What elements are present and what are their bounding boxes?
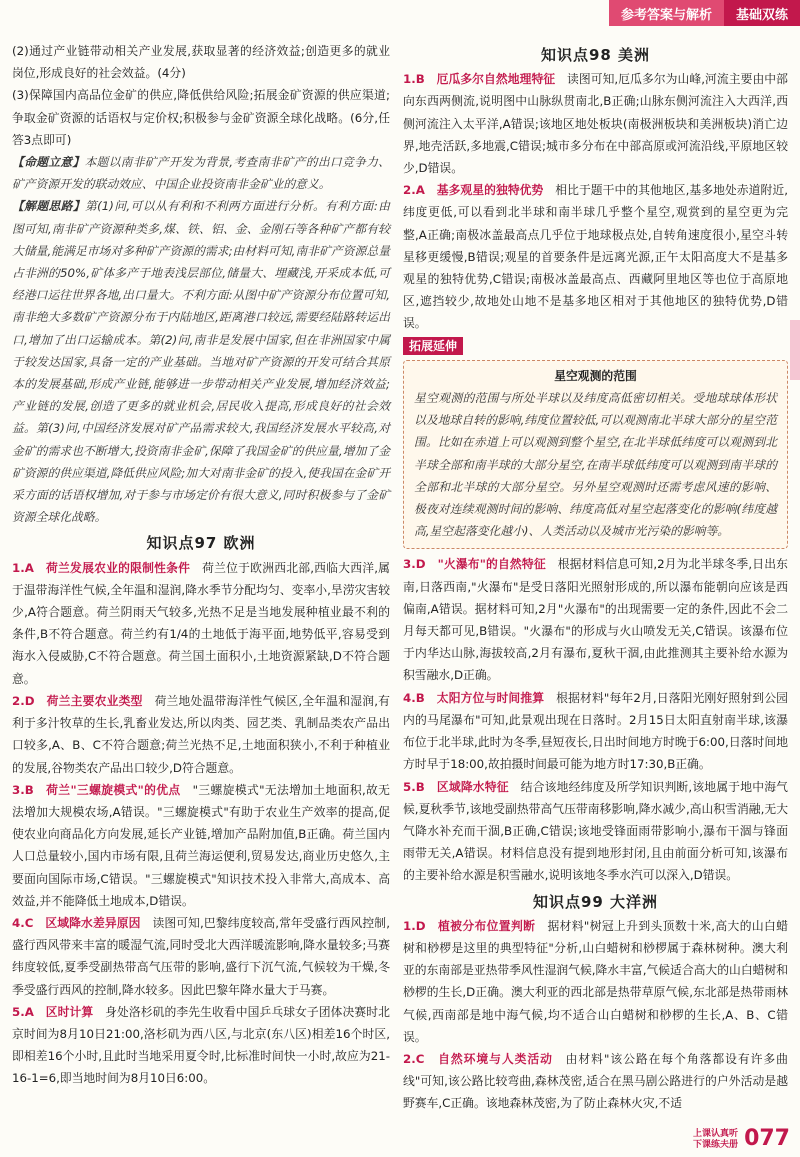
answer-paragraph: (3)保障国内高品位金矿的供应,降低供给风险;拓展金矿资源的供应渠道;争取金矿资源的话语权与定价权;积极参与金矿资源全球化战略。(6分,任答3点即可) bbox=[12, 88, 390, 147]
question-number: 2.A bbox=[403, 183, 425, 198]
question-answer bbox=[403, 1048, 788, 1115]
page-footer bbox=[693, 1126, 790, 1151]
question-answer bbox=[403, 776, 788, 887]
question-text: 根据材料信息可知,2月为北半球冬季,日出东南,日落西南,"火瀑布"是受日落阳光照射形成的,所以瀑布能朝向应该是西偏南,A错误。据材料可知,2月"火瀑布"的出现需要一定的条件,因此不会二月每天都可见,B错误。"火瀑布"的形成与火山喷发无关,C错误。该瀑布位于内华达山脉,海拔较高,2月有瀑布,夏秋干涸,由此推测其主要补给水源为积雪融水,D正确。 bbox=[403, 557, 788, 683]
question-answer bbox=[403, 687, 788, 776]
question-text: 结合该地经纬度及所学知识判断,该地属于地中海气候,夏秋季节,该地受副热带高气压带南移影响,降水减少,高山积雪消融,无大气降水补充而干涸,B正确,C错误;该地受锋面雨带影响小,瀑布干涸与锋面雨带无关,A错误。材料信息没有提到地形封闭,且由前面分析可知,该瀑布的主要补给水源是积雪融水,说明该地冬季水汽可以深入,D错误。 bbox=[403, 779, 788, 883]
edge-tab-marker bbox=[790, 320, 800, 380]
question-tag: 自然环境与人类活动 bbox=[438, 1051, 553, 1066]
question-number: 4.B bbox=[403, 690, 425, 705]
question-number: 5.A bbox=[12, 1004, 34, 1019]
question-number: 3.B bbox=[12, 782, 34, 797]
question-tag: "火瀑布"的自然特征 bbox=[437, 557, 546, 572]
question-tag: 荷兰发展农业的限制性条件 bbox=[46, 560, 191, 575]
question-text: 读图可知,厄瓜多尔为山峰,河流主要由中部向东西两侧流,说明图中山脉纵贯南北,B正确;山脉东侧河流注入大西洋,西侧河流注入太平洋,A错误;该地区地处板块(南极洲板块和美洲板块)消亡边界,地壳活跃,多地震,C错误;城市多分布在中部高原或河流沿线,平原地区较少,D错误。 bbox=[403, 72, 788, 176]
extension-text: 星空观测的范围与所处半球以及纬度高低密切相关。受地球球体形状以及地球自转的影响,纬度位置较低,可以观测南北半球大部分的星空范围。比如在赤道上可以观测到整个星空,在北半球低纬度可以观测到北半球全部和南半球的大部分星空,在南半球低纬度可以观测到南半球的全部和北半球的大部分星空。另外星空观测时还需考虑风速的影响、极夜对连续观测时间的影响、纬度高低对星空起落变化的影响(纬度越高,星空起落变化越小)、人类活动以及城市光污染的影响等。 bbox=[414, 391, 777, 539]
question-text: 由材料"该公路在每个角落都设有许多曲线"可知,该公路比较弯曲,森林茂密,适合在黑马剧公路进行的户外活动是越野赛车,C正确。该地森林茂密,为了防止森林火灾,不适 bbox=[403, 1051, 788, 1111]
right-column bbox=[403, 40, 788, 1115]
question-text: 身处洛杉矶的李先生收看中国乒乓球女子团体决赛时北京时间为8月10日21:00,洛杉矶为西八区,与北京(东八区)相差16个时区,即相差16个小时,且此时当地采用夏令时,比标准时间快一小时,故应为21-16-1=6,即当地时间为8月10日6:00。 bbox=[12, 1004, 390, 1086]
question-text: 读图可知,巴黎纬度较高,常年受盛行西风控制,盛行西风带来丰富的暖湿气流,同时受北大西洋暖流影响,降水量较多;马赛纬度较低,夏季受副热带高气压带的影响,盛行下沉气流,气候较为干燥,冬季受盛行西风的控制,降水较多。因此巴黎年降水量大于马赛。 bbox=[12, 915, 390, 997]
section-title-97: 知识点97 欧洲 bbox=[146, 534, 256, 553]
question-answer bbox=[403, 915, 788, 1048]
question-answer bbox=[12, 912, 390, 1001]
extension-label: 拓展延伸 bbox=[403, 337, 463, 355]
question-tag: 基多观星的独特优势 bbox=[436, 183, 544, 198]
q97-list bbox=[12, 557, 390, 1090]
question-text: 据材料"树冠上升到头顶数十米,高大的山白蜡树和桫椤是这里的典型特征"分析,山白蜡树和桫椤属于森林树种。澳大利亚的东南部是亚热带季风性湿润气候,降水丰富,气候适合高大的山白蜡树和桫椤的生长,D正确。澳大利亚的西北部是热带草原气候,东北部是热带雨林气候,西南部是地中海气候,均不适合山白蜡树和桫椤的生长,A、B、C错误。 bbox=[403, 918, 789, 1044]
question-answer bbox=[403, 553, 788, 686]
thinking-label: 【解题思路】 bbox=[12, 199, 85, 214]
question-number: 2.C bbox=[403, 1051, 425, 1066]
thinking-paragraph bbox=[12, 195, 390, 528]
question-tag: 区域降水差异原因 bbox=[45, 915, 141, 930]
question-text: 荷兰位于欧洲西北部,西临大西洋,属于温带海洋性气候,全年温和湿润,降水季节分配均匀、变率小,旱涝灾害较少,A符合题意。荷兰阴雨天气较多,光热不足是当地发展种植业最不利的条件,B不符合题意。荷兰约有1/4的土地低于海平面,地势低平,容易受到海水入侵威胁,C不符合题意。荷兰国土面积小,土地资源紧缺,D不符合题意。 bbox=[12, 560, 390, 686]
intent-text: 本题以南非矿产开发为背景,考查南非矿产的出口竞争力、矿产资源开发的联动效应、中国企业投资南非金矿业的意义。 bbox=[12, 155, 390, 192]
question-answer bbox=[403, 179, 788, 334]
section-title-99: 知识点99 大洋洲 bbox=[532, 892, 659, 911]
question-number: 2.D bbox=[12, 693, 35, 708]
question-answer bbox=[12, 690, 390, 779]
page-header bbox=[609, 0, 800, 26]
question-tag: 厄瓜多尔自然地理特征 bbox=[436, 72, 556, 87]
page-number: 077 bbox=[744, 1126, 790, 1151]
thinking-text: 第(1)问,可以从有利和不利两方面进行分析。有利方面:由图可知,南非矿产资源种类多,煤、铁、铝、金、金刚石等各种矿产都有较大储量,能满足市场对多种矿产资源的需求;由材料可知,南非矿产资源总量占非洲的50%,矿体多产于地表浅层部位,储量大、埋藏浅,开采成本低,可经港口运往世界各地,出口量大。不利方面:从图中矿产资源分布位置可知,南非绝大多数矿产资源分布于内陆地区,距离港口较远,需要经陆路转运出口,增加了出口运输成本。第(2)问,南非是发展中国家,但在非洲国家中属于较发达国家,具备一定的产业基础。当地对矿产资源的开发可结合其原本的发展基础,形成产业链,能够进一步带动相关产业发展,增加经济效益;产业链的发展,创造了更多的就业机会,居民收入提高,形成良好的社会效益。第(3)问,中国经济发展对矿产品需求较大,我国经济发展水平较高,对金矿的需求也不断增大,投资南非金矿,保障了我国金矿的供应量,增加了金矿资源的供应渠道,降低供应风险;加大对南非金矿的投入,使我国在金矿开采方面的话语权增加,对于参与市场定价有很大意义,同时积极参与了金矿资源全球化战略。 bbox=[12, 199, 390, 525]
question-number: 4.C bbox=[12, 915, 34, 930]
answer-section-label: 参考答案与解析 bbox=[609, 0, 724, 26]
question-number: 3.D bbox=[403, 557, 426, 572]
question-answer bbox=[403, 68, 788, 179]
left-column bbox=[12, 40, 390, 1090]
footer-slogan bbox=[693, 1129, 738, 1151]
question-text: 根据材料"每年2月,日落阳光刚好照射到公园内的马尾瀑布"可知,此景观出现在日落时。2月15日太阳直射南半球,该瀑布位于北半球,此时为冬季,昼短夜长,日出时间地方时晚于6:00,日落时间地方时早于18:00,故拍摄时间最可能为地方时17:30,B正确。 bbox=[403, 690, 788, 772]
question-text: 相比于题干中的其他地区,基多地处赤道附近,纬度更低,可以看到北半球和南半球几乎整个星空,观赏到的星空更为完整,A正确;南极冰盖最高点几乎位于地球极点处,自转角速度很小,星空斗转星移更缓慢,B错误;观星的首要条件是远离光源,正午太阳高度大不是基多观星的独特优势,C错误;南极冰盖最高点、西藏阿里地区等也位于高原地区,遮挡较少,故地处山地不是基多地区相对于其他地区的独特优势,D错误。 bbox=[403, 183, 788, 331]
section-title-98: 知识点98 美洲 bbox=[540, 46, 651, 64]
answer-paragraph: (2)通过产业链带动相关产业发展,获取显著的经济效益;创造更多的就业岗位,形成良好的社会效益。(4分) bbox=[12, 44, 390, 81]
question-answer bbox=[12, 779, 390, 912]
question-tag: 太阳方位与时间推算 bbox=[436, 690, 545, 705]
question-tag: 植被分布位置判断 bbox=[438, 918, 536, 933]
question-answer bbox=[12, 1001, 390, 1090]
question-tag: 区域降水特征 bbox=[436, 779, 509, 794]
question-tag: 荷兰主要农业类型 bbox=[46, 693, 143, 708]
intent-label: 【命题立意】 bbox=[12, 155, 85, 170]
question-number: 1.A bbox=[12, 560, 34, 575]
question-number: 5.B bbox=[403, 779, 425, 794]
question-answer bbox=[12, 557, 390, 690]
series-label: 基础双练 bbox=[724, 0, 800, 26]
extension-box bbox=[403, 360, 788, 550]
question-tag: 区时计算 bbox=[45, 1004, 94, 1019]
question-text: 荷兰地处温带海洋性气候区,全年温和湿润,有利于多汁牧草的生长,乳畜业发达,所以肉类、园艺类、乳制品类农产品出口较多,A、B、C不符合题意;荷兰光热不足,土地面积狭小,不利于种植业的发展,谷物类农产品出口较少,D符合题意。 bbox=[12, 693, 390, 775]
question-tag: 荷兰"三螺旋模式"的优点 bbox=[46, 782, 181, 797]
extension-title: 星空观测的范围 bbox=[554, 368, 637, 383]
question-text: "三螺旋模式"无法增加土地面积,故无法增加大规模农场,A错误。"三螺旋模式"有助于农业生产效率的提高,促使农业向商品化方向发展,延长产业链,增加产品附加值,B正确。荷兰国内人口总量较小,国内市场有限,且荷兰海运便利,贸易发达,商业历史悠久,主要面向国际市场,C错误。"三螺旋模式"知识技术投入非常大,高成本、高效益,并不能降低土地成本,D错误。 bbox=[12, 782, 390, 908]
footer-line: 下课练夫册 bbox=[693, 1140, 739, 1150]
question-number: 1.D bbox=[403, 918, 426, 933]
intent-paragraph bbox=[12, 151, 390, 195]
question-number: 1.B bbox=[403, 72, 425, 87]
footer-line: 上课认真听 bbox=[693, 1129, 739, 1139]
